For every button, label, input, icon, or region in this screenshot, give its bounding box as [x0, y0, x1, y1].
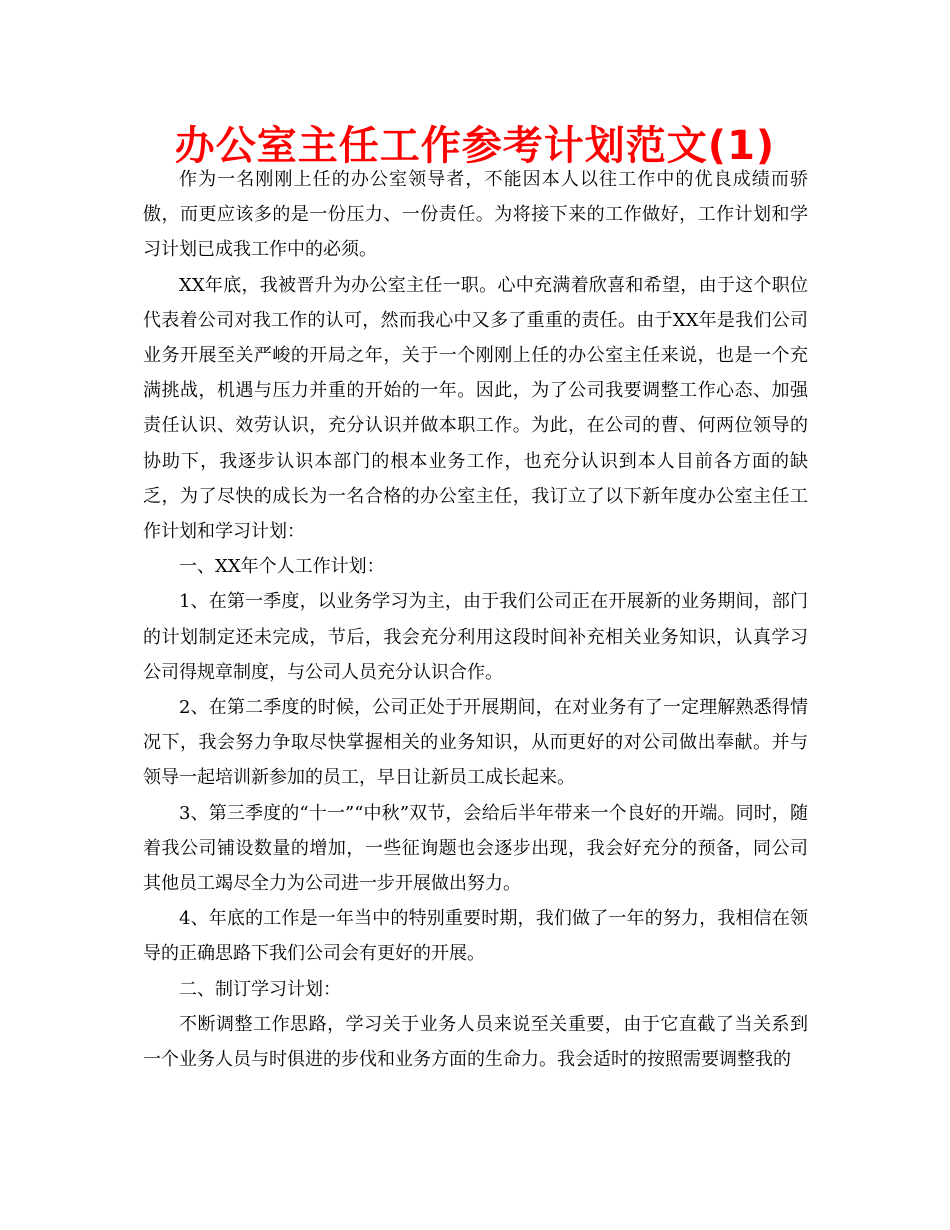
document-body	[143, 162, 808, 1077]
paragraph-q1: 1、在第一季度，以业务学习为主，由于我们公司正在开展新的业务期间，部门的计划制定还未完成，节后，我会充分利用这段时间补充相关业务知识，认真学习公司得规章制度，与公司人员充分认识合作。	[143, 591, 808, 683]
paragraph-study: 不断调整工作思路，学习关于业务人员来说至关重要，由于它直截了当关系到一个业务人员与时俱进的步伐和业务方面的生命力。我会适时的按照需要调整我的	[143, 1013, 808, 1071]
section-heading-work-plan: 一、XX年个人工作计划：	[179, 556, 385, 578]
section-heading-study-plan: 二、制订学习计划：	[179, 978, 341, 1000]
paragraph-q2: 2、在第二季度的时候，公司正处于开展期间，在对业务有了一定理解熟悉得情况下，我会努力争取尽快掌握相关的业务知识，从而更好的对公司做出奉献。并与领导一起培训新参加的员工，早日让新员工成长起来。	[143, 697, 808, 789]
paragraph-promotion: XX年底，我被晋升为办公室主任一职。心中充满着欣喜和希望，由于这个职位代表着公司对我工作的认可，然而我心中又多了重重的责任。由于XX年是我们公司业务开展至关严峻的开局之年，关于一个刚刚上任的办公室主任来说，也是一个充满挑战，机遇与压力并重的开始的一年。因此，为了公司我要调整工作心态、加强责任认识、效劳认识，充分认识并做本职工作。为此，在公司的曹、何两位领导的协助下，我逐步认识本部门的根本业务工作，也充分认识到本人目前各方面的缺乏，为了尽快的成长为一名合格的办公室主任，我订立了以下新年度办公室主任工作计划和学习计划：	[143, 274, 808, 543]
document-title: 办公室主任工作参考计划范文(1)	[174, 123, 776, 169]
paragraph-q3: 3、第三季度的“十一”“中秋”双节，会给后半年带来一个良好的开端。同时，随着我公司铺设数量的增加，一些征询题也会逐步出现，我会好充分的预备，同公司其他员工竭尽全力为公司进一步开展做出努力。	[143, 802, 808, 895]
paragraph-intro: 作为一名刚刚上任的办公室领导者，不能因本人以往工作中的优良成绩而骄傲，而更应该多的是一份压力、一份责任。为将接下来的工作做好，工作计划和学习计划已成我工作中的必须。	[143, 169, 808, 261]
paragraph-q4: 4、年底的工作是一年当中的特别重要时期，我们做了一年的努力，我相信在领导的正确思路下我们公司会有更好的开展。	[143, 908, 808, 965]
